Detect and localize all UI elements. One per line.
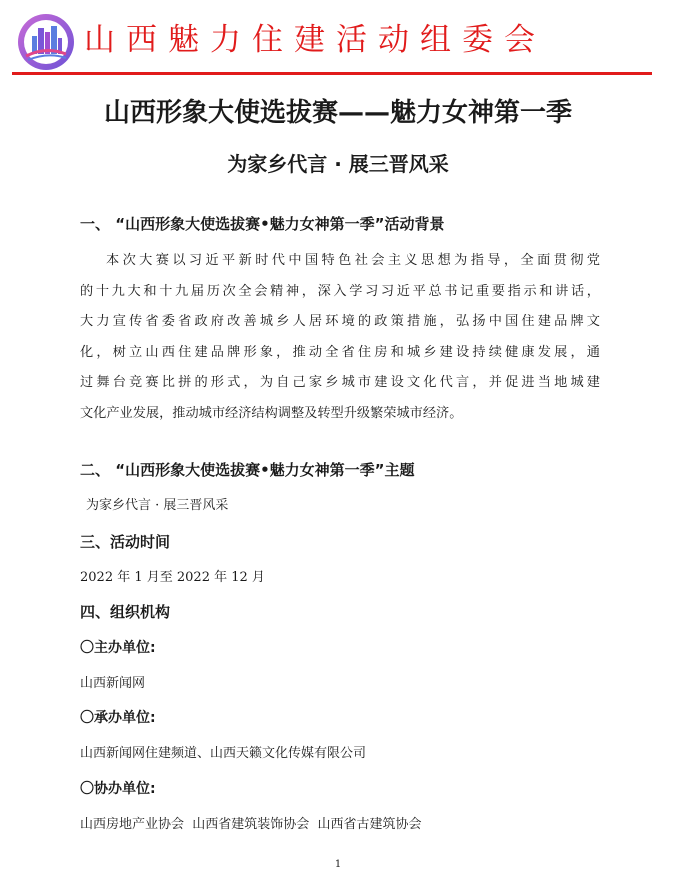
theme-text: 为家乡代言 · 展三晋风采 — [86, 498, 229, 513]
background-paragraph — [80, 246, 600, 429]
section-heading-theme: 二、 “山西形象大使选拔赛•魅力女神第一季”主题 — [80, 461, 415, 479]
paragraph-line: 过舞台竞赛比拼的形式，为自己家乡城市建设文化代言，并促进当地城建 — [80, 375, 600, 390]
paragraph-line: 化，树立山西住建品牌形象，推动全省住房和城乡建设持续健康发展，通 — [80, 344, 600, 360]
organizer-name: 山西魅力住建活动组委会 — [84, 22, 546, 58]
paragraph-line: 大力宣传省委省政府改善城乡人居环境的政策措施，弘扬中国住建品牌文 — [80, 314, 600, 329]
co-organizer-label: 〇协办单位: — [80, 781, 156, 797]
letterhead — [0, 0, 676, 80]
host-value: 山西新闻网 — [80, 676, 146, 691]
header-divider — [12, 72, 652, 75]
co-organizer-value: 山西房地产业协会 山西省建筑装饰协会 山西省古建筑协会 — [80, 817, 422, 832]
section-heading-organization: 四、组织机构 — [80, 603, 171, 621]
organizer-value: 山西新闻网住建频道、山西天籁文化传媒有限公司 — [80, 746, 367, 761]
page-number: 1 — [334, 859, 342, 870]
host-label: 〇主办单位: — [80, 640, 156, 656]
time-text: 2022 年 1 月至 2022 年 12 月 — [80, 570, 265, 585]
paragraph-line: 本次大赛以习近平新时代中国特色社会主义思想为指导，全面贯彻党 — [106, 253, 600, 268]
city-skyline-logo-icon — [16, 12, 76, 72]
paragraph-line: 的十九大和十九届历次全会精神，深入学习习近平总书记重要指示和讲话， — [80, 283, 600, 299]
document-title: 山西形象大使选拔赛——魅力女神第一季 — [103, 98, 572, 128]
section-heading-time: 三、活动时间 — [80, 533, 171, 551]
document-subtitle: 为家乡代言 · 展三晋风采 — [227, 152, 449, 176]
paragraph-line: 文化产业发展，推动城市经济结构调整及转型升级繁荣城市经济。 — [80, 405, 463, 421]
organizer-label: 〇承办单位: — [80, 710, 156, 726]
section-heading-background: 一、 “山西形象大使选拔赛•魅力女神第一季”活动背景 — [80, 215, 445, 233]
